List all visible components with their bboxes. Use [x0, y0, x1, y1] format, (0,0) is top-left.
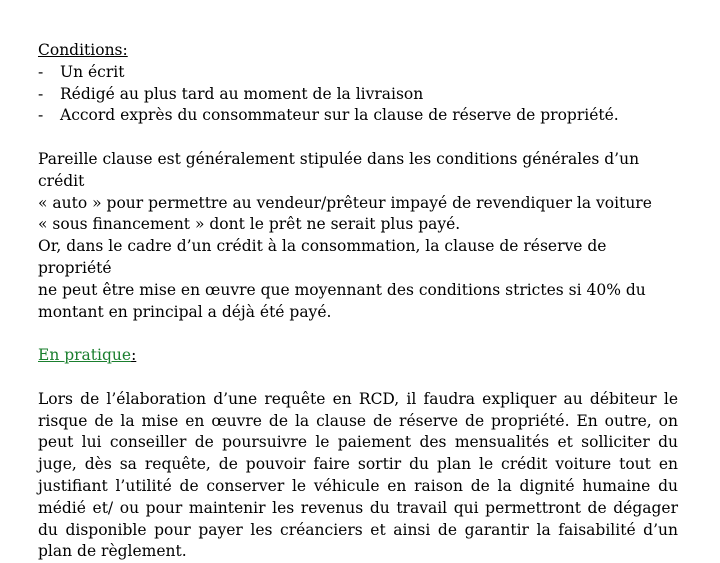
list-item-text: Rédigé au plus tard au moment de la livraison [60, 84, 424, 103]
list-item-text: Un écrit [60, 62, 125, 81]
credit-auto-paragraph [38, 149, 678, 323]
dash-bullet: - [38, 84, 44, 103]
en-pratique-heading [38, 345, 678, 367]
paragraph-line: « auto » pour permettre au vendeur/prêteur impayé de revendiquer la voiture [38, 193, 652, 212]
dash-bullet: - [38, 106, 44, 125]
document-page [38, 40, 678, 563]
conditions-heading: Conditions: [38, 41, 128, 59]
list-item-text: Accord exprès du consommateur sur la clause de réserve de propriété. [60, 106, 619, 125]
rcd-paragraph: Lors de l’élaboration d’une requête en RCD, il faudra expliquer au débiteur le risque de la mise en œuvre de la clause de réserve de propriété. En outre, on peut lui conseiller de poursuivre le paiement des mensualités et solliciter du juge, dès sa requête, de pouvoir faire sortir du plan le crédit voiture tout en justifiant l’utilité de conserver le véhicule en raison de la dignité humaine du médié et/ ou pour maintenir les revenus du travail qui permettront de dégager du disponible pour payer les créanciers et ainsi de garantir la faisabilité d’un plan de règlement. [38, 389, 678, 561]
list-item [38, 62, 678, 84]
paragraph-line: « sous financement » dont le prêt ne serait plus payé. [38, 215, 461, 234]
paragraph-line: Pareille clause est généralement stipulée dans les conditions générales d’un crédit [38, 149, 640, 190]
paragraph-line: Or, dans le cadre d’un crédit à la consommation, la clause de réserve de propriété [38, 237, 607, 277]
dash-bullet: - [38, 62, 44, 81]
list-item [38, 84, 678, 106]
list-item [38, 105, 678, 127]
en-pratique-link[interactable]: En pratique [38, 346, 132, 365]
paragraph-line: ne peut être mise en œuvre que moyennant des conditions strictes si 40% du [38, 280, 646, 299]
en-pratique-colon: : [131, 346, 137, 365]
paragraph-line: montant en principal a déjà été payé. [38, 302, 332, 321]
conditions-list [38, 62, 678, 127]
